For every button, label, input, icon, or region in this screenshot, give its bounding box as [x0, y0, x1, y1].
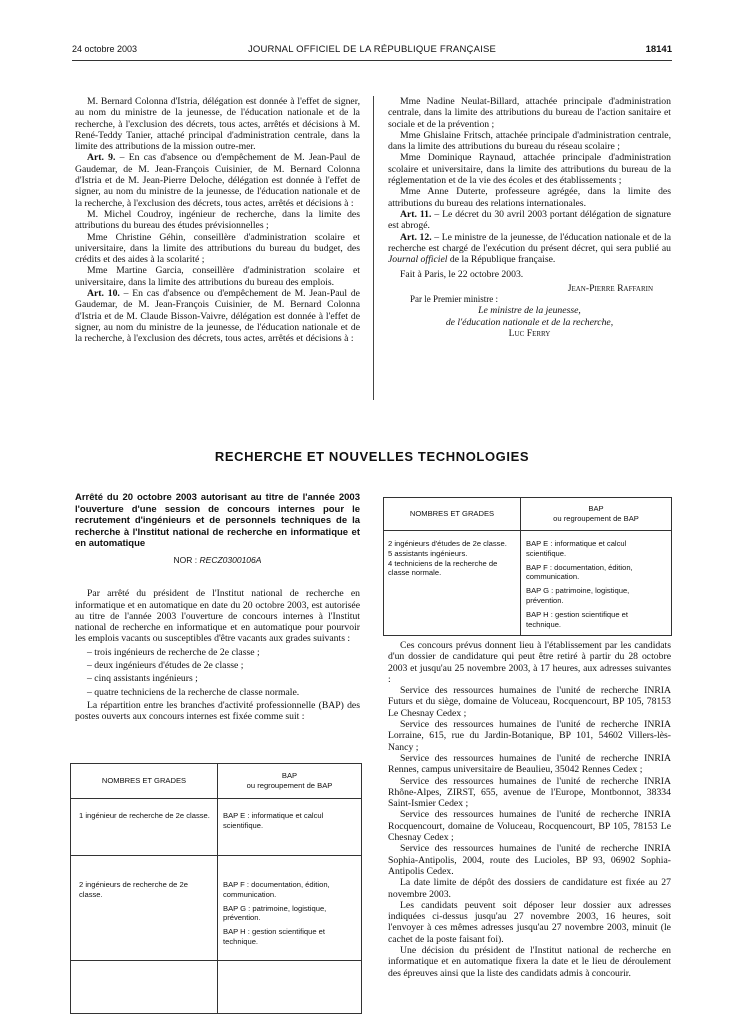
bap-item: BAP F : documentation, édition, communication.: [526, 562, 633, 582]
paragraph: Une décision du président de l'Institut national de recherche en informatique et en automatique fixera la date et le lieu de déroulement des épreuves ainsi que la liste des candidats admis à concourir.: [388, 945, 671, 979]
journal-name: Journal officiel: [388, 254, 448, 266]
bottom-left-column: [75, 492, 360, 723]
column-header: NOMBRES ET GRADES: [71, 764, 218, 799]
table-header-row: [384, 498, 672, 531]
grades-list: [75, 647, 360, 698]
bap-item: BAP E : informatique et calcul scientifique.: [526, 539, 627, 558]
header-date: 24 octobre 2003: [72, 44, 138, 54]
article-11: [388, 209, 671, 232]
bap-table-right: [383, 497, 672, 636]
address: Service des ressources humaines de l'unité de recherche INRIA Sophia-Antipolis, 2004, route des Lucioles, BP 93, 06902 Sophia-Antipolis Cedex.: [388, 843, 671, 877]
minister-title: Le ministre de la jeunesse,: [478, 305, 581, 317]
address: Service des ressources humaines de l'unité de recherche INRIA Rhône-Alpes, ZIRST, 655, avenue de l'Europe, Montbonnot, 38334 Saint-Ismier Cedex ;: [388, 775, 671, 810]
column-header: [521, 498, 672, 531]
bap-table-left: [70, 763, 362, 1014]
column-header-line: BAP: [281, 771, 298, 781]
article-label: Art. 12.: [400, 231, 432, 243]
table-header-row: [71, 764, 362, 799]
address: Service des ressources humaines de l'unité de recherche INRIA Futurs et du siège, domaine de Voluceau, Rocquencourt, BP 105, 78153 Le Chesnay Cedex ;: [388, 685, 671, 719]
paragraph: M. Bernard Colonna d'Istria, délégation est donnée à l'effet de signer, au nom du ministre de la jeunesse, de l'éducation nationale et de la recherche, à l'exclusion des décrets, tous actes, arrêtés et décisions à M. René-Teddy Tanier, attaché principal d'administration centrale, dans la limite des attributions de la mission outre-mer.: [75, 96, 360, 153]
article-12: [388, 232, 671, 266]
article-text: – En cas d'absence ou d'empêchement de M. Jean-Paul de Gaudemar, de M. Jean-François Cuisinier, de M. Bernard Colonna d'Istria et de M. Jean-Pierre Deloche, délégation est donnée à l'effet de signer, au nom du ministre de la jeunesse, de l'éducation nationale et de la recherche, à l'exclusion des décrets, tous actes, arrêtés et décisions à :: [75, 152, 360, 209]
column-header: [218, 764, 362, 799]
journal-title: JOURNAL OFFICIEL DE LA RÉPUBLIQUE FRANÇAISE: [247, 44, 497, 55]
bap-item: BAP H : gestion scientifique et technique.: [223, 927, 326, 946]
table-row: [71, 856, 362, 961]
column-header-line: BAP: [588, 504, 604, 514]
grades-cell: 2 ingénieurs de recherche de 2e classe.: [71, 856, 218, 961]
bap-cell: [521, 531, 672, 636]
par-line: Par le Premier ministre :: [410, 294, 498, 305]
paragraph: Mme Martine Garcia, conseillère d'administration scolaire et universitaire, dans la limite des attributions du bureau des emplois.: [75, 265, 360, 288]
list-item: – cinq assistants ingénieurs ;: [87, 673, 198, 685]
article-text: – En cas d'absence ou d'empêchement de M. Jean-Paul de Gaudemar, de M. Jean-François Cuisinier, de M. Bernard Colonna d'Istria et de M. Claude Bisson-Vaivre, délégation est donnée à l'effet de signer, au nom du ministre de la jeunesse, de l'éducation nationale et de la recherche, à l'exclusion des décrets, tous actes, arrêtés et décisions à :: [75, 288, 360, 345]
bottom-right-column: [388, 640, 671, 979]
article-10: [75, 288, 360, 344]
grades-cell: 1 ingénieur de recherche de 2e classe.: [71, 799, 218, 856]
grades-cell: [384, 531, 521, 636]
paragraph: M. Michel Coudroy, ingénieur de recherche, dans la limite des attributions du bureau des études prévisionnelles ;: [75, 208, 360, 232]
page-header: [72, 44, 672, 61]
section-title: RECHERCHE ET NOUVELLES TECHNOLOGIES: [214, 449, 530, 464]
bap-item: BAP G : patrimoine, logistique, prévention.: [526, 586, 630, 605]
signature-block: [388, 283, 671, 339]
fait-line: Fait à Paris, le 22 octobre 2003.: [400, 269, 524, 281]
arrete-title: Arrêté du 20 octobre 2003 autorisant au titre de l'année 2003 l'ouverture d'une session de concours internes pour le recrutement d'ingénieurs et de personnels techniques de la recherche à l'Institut national de recherche en informatique et en automatique: [75, 492, 360, 550]
paragraph: Ces concours prévus donnent lieu à l'établissement par les candidats d'un dossier de candidature qui peut être retiré à partir du 28 octobre 2003 et jusqu'au 25 novembre 2003, à 17 heures, aux adresses suivantes :: [388, 640, 671, 685]
grade-item: 5 assistants ingénieurs.: [388, 548, 468, 558]
article-text: – Le décret du 30 avril 2003 portant délégation de signature est abrogé.: [388, 208, 671, 232]
bap-item: BAP F : documentation, édition, communication.: [223, 880, 330, 899]
column-header-line: ou regroupement de BAP: [246, 781, 333, 790]
paragraph: Mme Anne Duterte, professeure agrégée, dans la limite des attributions du bureau des relations internationales.: [388, 186, 671, 209]
address: Service des ressources humaines de l'unité de recherche INRIA Rocquencourt, domaine de Voluceau, Rocquencourt, BP 105, 78153 Le Chesnay Cedex ;: [388, 809, 671, 844]
article-label: Art. 10.: [87, 288, 120, 300]
article-label: Art. 9.: [87, 152, 116, 164]
paragraph: La répartition entre les branches d'activité professionnelle (BAP) des postes ouverts aux concours internes est fixée comme suit :: [75, 699, 360, 723]
address: Service des ressources humaines de l'unité de recherche INRIA Lorraine, 615, rue du Jardin-Botanique, BP 101, 54602 Villers-lès-Nancy ;: [388, 719, 671, 753]
column-divider: [373, 96, 374, 400]
article-label: Art. 11.: [400, 208, 432, 220]
paragraph: Mme Dominique Raynaud, attachée principale d'administration scolaire et universitaire, dans la limite des attributions du bureau de la réglementation et de la vie des écoles et des établissements ;: [388, 152, 671, 187]
page-number: 18141: [645, 44, 672, 55]
minister-name: Luc Ferry: [508, 327, 551, 339]
bap-cell: [218, 856, 362, 961]
bap-item: BAP E : informatique et calcul scientifique.: [223, 811, 324, 830]
article-9: [75, 152, 360, 208]
column-header: NOMBRES ET GRADES: [384, 498, 521, 531]
list-item: – quatre techniciens de la recherche de classe normale.: [87, 686, 300, 698]
top-right-column: [388, 96, 671, 339]
article-text: – Le ministre de la jeunesse, de l'éducation nationale et de la recherche est chargé de l'exécution du présent décret, qui sera publié au: [388, 231, 671, 254]
table-row: [71, 961, 362, 1014]
address: Service des ressources humaines de l'unité de recherche INRIA Rennes, campus universitaire de Beaulieu, 35042 Rennes Cedex ;: [388, 752, 671, 776]
table-row: [71, 799, 362, 856]
list-item: – deux ingénieurs d'études de 2e classe ;: [87, 660, 244, 672]
grade-item: 2 ingénieurs d'études de 2e classe.: [388, 539, 507, 548]
signatory-name: Jean-Pierre Raffarin: [567, 282, 653, 294]
nor-reference: [75, 555, 360, 566]
paragraph: Mme Christine Géhin, conseillère d'administration scolaire et universitaire, dans la limite des attributions du bureau du budget, des crédits et des aides à la scolarité ;: [75, 231, 360, 266]
empty-cell: [71, 961, 218, 1014]
top-left-column: [75, 96, 360, 345]
minister-title: de l'éducation nationale et de la recherche,: [445, 316, 614, 328]
paragraph: Mme Ghislaine Fritsch, attachée principale d'administration centrale, dans la limite des attributions du bureau du réseau scolaire ;: [388, 129, 671, 153]
paragraph: Les candidats peuvent soit déposer leur dossier aux adresses indiquées ci-dessus jusqu'au 27 novembre 2003, 16 heures, soit l'envoyer à ces mêmes adresses jusqu'au 27 novembre 2003, minuit (le cachet de la poste faisant foi).: [388, 899, 671, 945]
nor-code: RECZ0300106A: [199, 554, 262, 565]
table-row: [384, 531, 672, 636]
empty-cell: [218, 961, 362, 1014]
paragraph: La date limite de dépôt des dossiers de candidature est fixée au 27 novembre 2003.: [388, 877, 671, 900]
bap-item: BAP G : patrimoine, logistique, prévention.: [223, 903, 327, 923]
paragraph: Par arrêté du président de l'Institut national de recherche en informatique et en automatique en date du 20 octobre 2003, est autorisée au titre de l'année 2003 l'ouverture de concours internes à l'Institut national de recherche en informatique et en automatique pour pourvoir les emplois vacants ou susceptibles d'être vacants aux grades suivants :: [75, 588, 360, 645]
grade-item: 4 techniciens de la recherche de classe normale.: [388, 558, 498, 578]
bap-item: BAP H : gestion scientifique et technique.: [526, 609, 629, 629]
list-item: – trois ingénieurs de recherche de 2e classe ;: [87, 646, 260, 658]
nor-label: NOR :: [173, 554, 200, 565]
bap-cell: [218, 799, 362, 856]
paragraph: Mme Nadine Neulat-Billard, attachée principale d'administration centrale, dans la limite des attributions du bureau de l'action sanitaire et sociale et de la prévention ;: [388, 96, 671, 130]
article-text: de la République française.: [447, 254, 556, 266]
column-header-line: ou regroupement de BAP: [553, 514, 639, 523]
